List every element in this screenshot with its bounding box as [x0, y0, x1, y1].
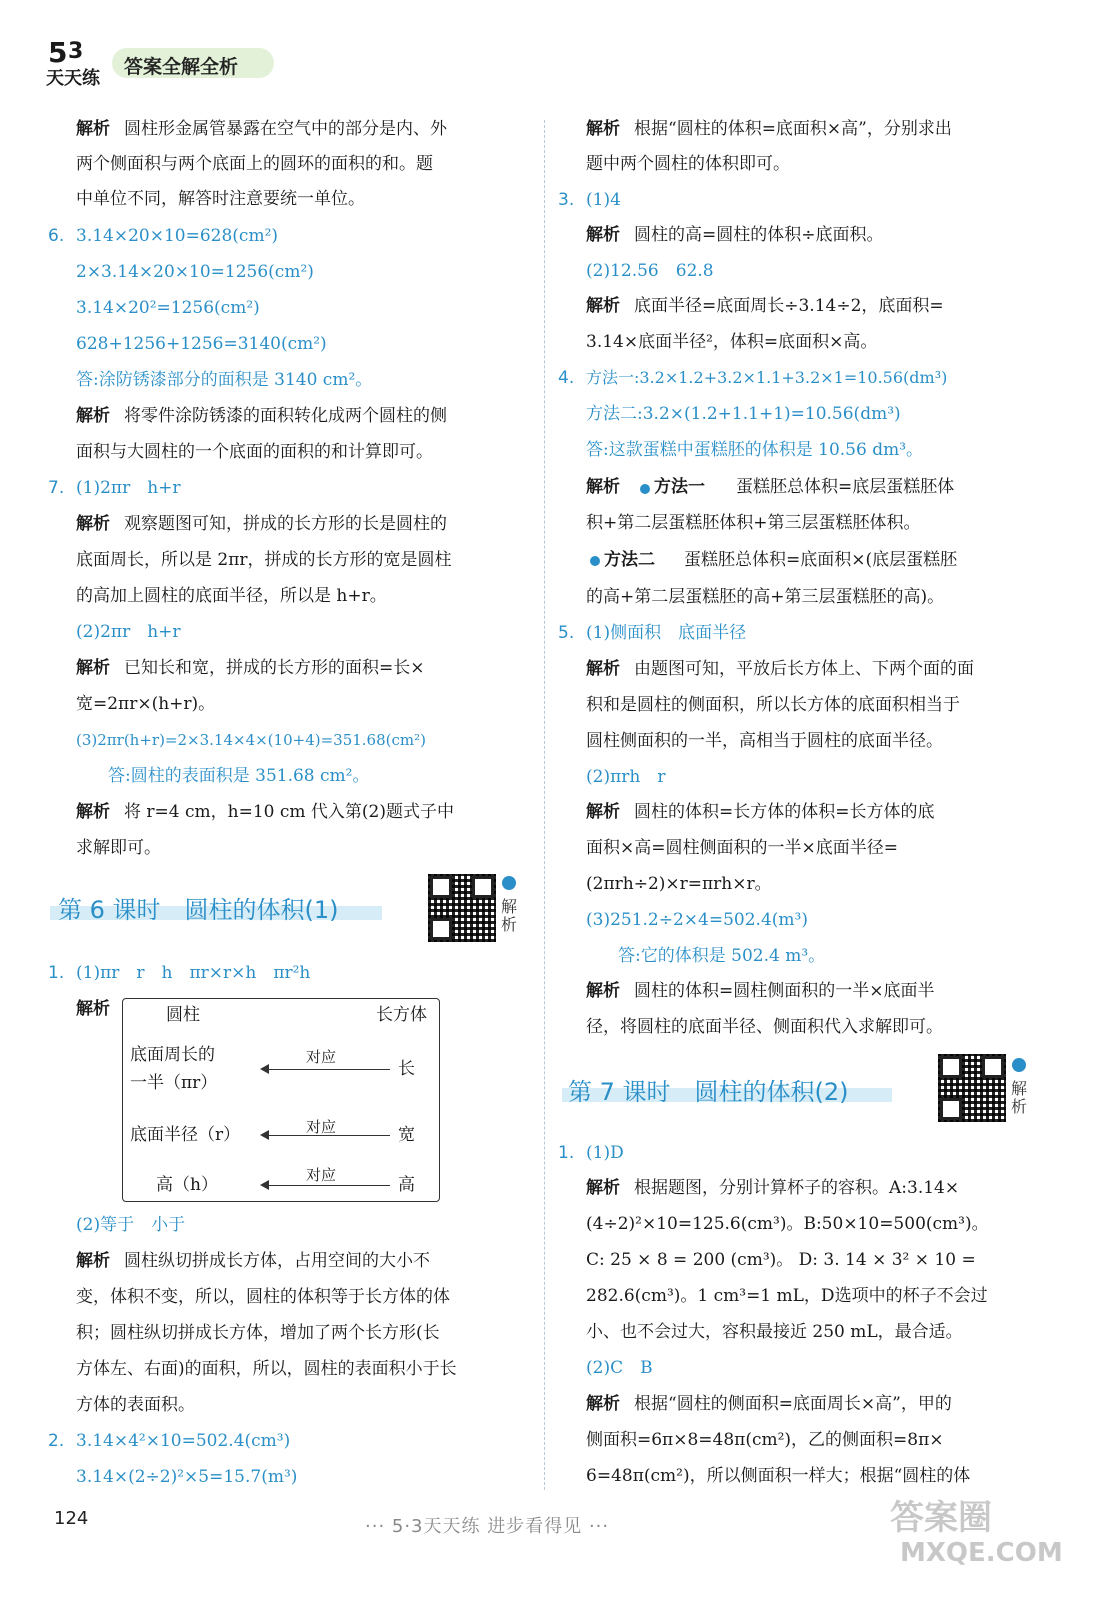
answer-line: 方法一:3.2×1.2+3.2×1.1+3.2×1=10.56(dm³): [586, 368, 948, 387]
question-number: 6.: [48, 226, 65, 246]
bulb-icon: [640, 484, 650, 494]
text-line: 径，将圆柱的底面半径、侧面积代入求解即可。: [586, 1017, 943, 1037]
diagram-label: 长: [398, 1059, 415, 1079]
text-line: 根据“圆柱的体积=底面积×高”，分别求出: [634, 119, 952, 139]
question-number: 3.: [558, 190, 575, 210]
answer-line: (3)251.2÷2×4=502.4(m³): [586, 910, 808, 930]
text-line: 6=48π(cm²)，所以侧面积一样大；根据“圆柱的体: [586, 1466, 971, 1486]
answer-line: 答:这款蛋糕中蛋糕胚的体积是 10.56 dm³。: [586, 440, 924, 460]
question-number: 2.: [48, 1431, 65, 1451]
question-number: 1.: [48, 963, 65, 983]
text-line: 底面半径=底面周长÷3.14÷2，底面积=: [634, 296, 944, 316]
answer-line: 方法二:3.2×(1.2+1.1+1)=10.56(dm³): [586, 404, 901, 424]
analysis-label: 解析: [76, 1251, 110, 1271]
text-line: 中单位不同，解答时注意要统一单位。: [76, 189, 365, 209]
analysis-label: 解析: [586, 1394, 620, 1414]
arrow-line: [268, 1069, 390, 1070]
arrow-line: [268, 1185, 390, 1186]
answer-line: 2×3.14×20×10=1256(cm²): [76, 262, 314, 282]
answer-line: (2)2πr h+r: [76, 622, 181, 642]
diagram-label: 高: [398, 1175, 415, 1195]
diagram-label: 长方体: [376, 1005, 427, 1025]
text-line: 积+第二层蛋糕胚体积+第三层蛋糕胚体积。: [586, 513, 921, 533]
svg-text:3: 3: [68, 39, 84, 64]
text-line: 积和是圆柱的侧面积，所以长方体的底面积相当于: [586, 695, 960, 715]
correspondence-diagram: [122, 998, 440, 1202]
qr-code-icon[interactable]: [938, 1054, 1006, 1122]
text-line: 圆柱形金属管暴露在空气中的部分是内、外: [124, 119, 447, 139]
answer-line: (1)D: [586, 1143, 624, 1163]
answer-line: 628+1256+1256=3140(cm²): [76, 334, 327, 354]
text-line: 蛋糕胚总体积=底面积×(底层蛋糕胚: [684, 550, 958, 570]
text-line: 两个侧面积与两个底面上的圆环的面积的和。题: [76, 154, 433, 174]
text-line: 根据“圆柱的侧面积=底面周长×高”，甲的: [634, 1394, 952, 1414]
text-line: (2πrh÷2)×r=πrh×r。: [586, 874, 772, 894]
text-line: 题中两个圆柱的体积即可。: [586, 154, 790, 174]
column-divider: [544, 120, 545, 1490]
qr-label: 解析: [500, 897, 517, 934]
analysis-label: 解析: [76, 119, 110, 139]
answer-line: (1)侧面积 底面半径: [586, 623, 747, 643]
analysis-label: 解析: [586, 802, 620, 822]
text-line: 圆柱的体积=圆柱侧面积的一半×底面半: [634, 981, 935, 1001]
answer-line: (1)πr r h πr×r×h πr²h: [76, 963, 311, 983]
text-line: C: 25 × 8 = 200 (cm³)。 D: 3. 14 × 3² × 10 =: [586, 1250, 976, 1270]
text-line: 面积×高=圆柱侧面积的一半×底面半径=: [586, 838, 898, 858]
diagram-label: 对应: [306, 1118, 337, 1136]
analysis-label: 解析: [76, 406, 110, 426]
answer-line: 3.14×20×10=628(cm²): [76, 226, 279, 246]
text-line: 求解即可。: [76, 838, 161, 858]
section-title: 第 6 课时 圆柱的体积(1): [58, 896, 339, 924]
analysis-label: 解析: [76, 802, 110, 822]
text-line: 的高+第二层蛋糕胚的高+第三层蛋糕胚的高)。: [586, 587, 945, 607]
arrow-line: [268, 1135, 390, 1136]
text-line: 面积与大圆柱的一个底面的面积的和计算即可。: [76, 442, 433, 462]
analysis-label: 解析: [586, 981, 620, 1001]
answer-line: (2)12.56 62.8: [586, 261, 714, 281]
text-line: 宽=2πr×(h+r)。: [76, 694, 216, 714]
diagram-label: 底面周长的: [130, 1045, 215, 1065]
analysis-label: 解析: [76, 999, 110, 1019]
text-line: 圆柱侧面积的一半，高相当于圆柱的底面半径。: [586, 731, 943, 751]
diagram-label: 对应: [306, 1048, 337, 1066]
text-line: 观察题图可知，拼成的长方形的长是圆柱的: [124, 514, 447, 534]
answer-line: (2)C B: [586, 1358, 653, 1378]
diagram-label: 圆柱: [166, 1005, 200, 1025]
text-line: 蛋糕胚总体积=底层蛋糕胚体: [736, 477, 955, 497]
method-label: 方法一: [654, 477, 705, 497]
watermark-url: MXQE.COM: [900, 1538, 1063, 1568]
text-line: 积；圆柱纵切拼成长方体，增加了两个长方形(长: [76, 1323, 440, 1343]
logo: [44, 34, 106, 88]
footer-slogan: ··· 5·3天天练 进步看得见 ···: [365, 1516, 610, 1537]
analysis-label: 解析: [76, 658, 110, 678]
text-line: 方体的表面积。: [76, 1395, 195, 1415]
answer-line: (1)2πr h+r: [76, 478, 181, 498]
answer-line: 3.14×(2÷2)²×5=15.7(m³): [76, 1467, 298, 1487]
text-line: (4÷2)²×10=125.6(cm³)。B:50×10=500(cm³)。: [586, 1214, 989, 1234]
text-line: 的高加上圆柱的底面半径，所以是 h+r。: [76, 586, 387, 606]
answer-line: 答:它的体积是 502.4 m³。: [618, 946, 826, 966]
text-line: 底面周长，所以是 2πr，拼成的长方形的宽是圆柱: [76, 550, 452, 570]
svg-text:5: 5: [48, 36, 68, 69]
text-line: 圆柱的高=圆柱的体积÷底面积。: [634, 225, 884, 245]
text-line: 圆柱纵切拼成长方体，占用空间的大小不: [124, 1251, 430, 1271]
text-line: 将 r=4 cm，h=10 cm 代入第(2)题式子中: [124, 802, 454, 822]
answer-line: 3.14×20²=1256(cm²): [76, 298, 260, 318]
play-icon: [502, 876, 516, 890]
text-line: 方体左、右面)的面积，所以，圆柱的表面积小于长: [76, 1359, 457, 1379]
analysis-label: 解析: [586, 1178, 620, 1198]
qr-code-icon[interactable]: [428, 874, 496, 942]
svg-text:天天练: 天天练: [46, 68, 100, 88]
text-line: 侧面积=6π×8=48π(cm²)，乙的侧面积=8π×: [586, 1430, 944, 1450]
analysis-label: 解析: [586, 296, 620, 316]
bulb-icon: [590, 556, 600, 566]
answer-line: 3.14×4²×10=502.4(cm³): [76, 1431, 291, 1451]
analysis-label: 解析: [76, 514, 110, 534]
method-label: 方法二: [604, 550, 655, 570]
question-number: 1.: [558, 1143, 575, 1163]
analysis-label: 解析: [586, 119, 620, 139]
answer-line: (2)πrh r: [586, 767, 666, 787]
watermark: 答案圈: [890, 1498, 992, 1538]
answer-line: 答:涂防锈漆部分的面积是 3140 cm²。: [76, 370, 373, 390]
answer-line: (2)等于 小于: [76, 1215, 186, 1235]
question-number: 4.: [558, 368, 575, 388]
question-number: 7.: [48, 478, 65, 498]
diagram-label: 宽: [398, 1125, 415, 1145]
diagram-label: 对应: [306, 1166, 337, 1184]
analysis-label: 解析: [586, 659, 620, 679]
text-line: 根据题图，分别计算杯子的容积。A:3.14×: [634, 1178, 960, 1198]
diagram-label: 一半（πr）: [130, 1073, 218, 1093]
text-line: 变，体积不变，所以，圆柱的体积等于长方体的体: [76, 1287, 450, 1307]
text-line: 圆柱的体积=长方体的体积=长方体的底: [634, 802, 935, 822]
play-icon: [1012, 1058, 1026, 1072]
text-line: 已知长和宽，拼成的长方形的面积=长×: [124, 658, 425, 678]
diagram-label: 底面半径（r）: [130, 1125, 241, 1145]
header-title: 答案全解全析: [124, 56, 239, 78]
section-title: 第 7 课时 圆柱的体积(2): [568, 1078, 849, 1106]
text-line: 将零件涂防锈漆的面积转化成两个圆柱的侧: [124, 406, 447, 426]
analysis-label: 解析: [586, 477, 620, 497]
text-line: 由题图可知，平放后长方体上、下两个面的面: [634, 659, 974, 679]
answer-line: 答:圆柱的表面积是 351.68 cm²。: [108, 766, 370, 786]
qr-label: 解析: [1010, 1079, 1027, 1116]
page-number: 124: [54, 1508, 89, 1529]
diagram-label: 高（h）: [156, 1175, 218, 1195]
text-line: 小、也不会过大，容积最接近 250 mL，最合适。: [586, 1322, 963, 1342]
text-line: 3.14×底面半径²，体积=底面积×高。: [586, 332, 878, 352]
answer-line: (1)4: [586, 190, 621, 210]
analysis-label: 解析: [586, 225, 620, 245]
answer-line: (3)2πr(h+r)=2×3.14×4×(10+4)=351.68(cm²): [76, 731, 426, 749]
question-number: 5.: [558, 623, 575, 643]
text-line: 282.6(cm³)。1 cm³=1 mL，D选项中的杯子不会过: [586, 1286, 988, 1306]
